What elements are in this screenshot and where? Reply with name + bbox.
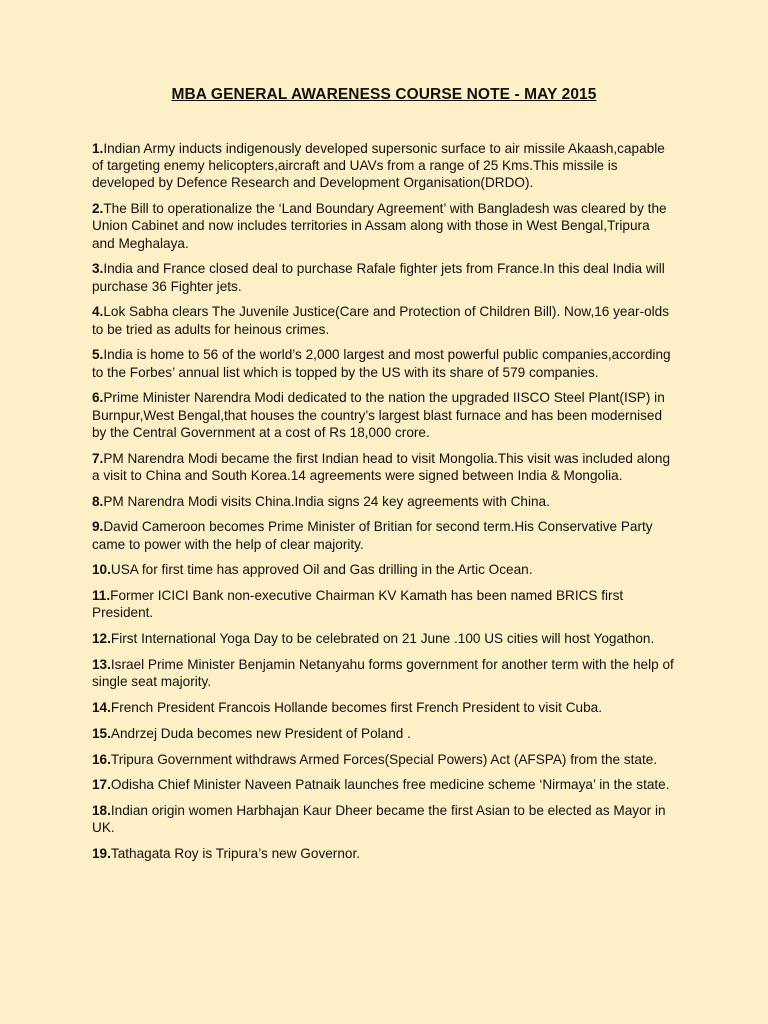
list-item: [92, 493, 676, 510]
list-item: [92, 802, 676, 836]
item-number: 12.: [92, 631, 111, 647]
list-item: [92, 725, 676, 742]
item-text: Indian origin women Harbhajan Kaur Dheer became the first Asian to be elected as Mayor in UK.: [92, 803, 666, 836]
list-item: [92, 751, 676, 768]
item-number: 17.: [92, 777, 111, 793]
list-item: [92, 140, 676, 192]
list-item: [92, 518, 676, 552]
item-number: 5.: [92, 347, 104, 363]
item-text: PM Narendra Modi visits China.India signs 24 key agreements with China.: [103, 493, 550, 509]
list-item: [92, 389, 676, 441]
item-text: India is home to 56 of the world’s 2,000 largest and most powerful public companies,according to the Forbes’ annual list which is topped by the US with its share of 579 companies.: [92, 347, 671, 380]
item-text: Former ICICI Bank non-executive Chairman KV Kamath has been named BRICS first President.: [92, 588, 624, 621]
list-item: [92, 450, 676, 484]
list-item: [92, 303, 676, 337]
list-item: [92, 630, 676, 647]
list-item: [92, 776, 676, 793]
item-text: Prime Minister Narendra Modi dedicated to the nation the upgraded IISCO Steel Plant(ISP) in Burnpur,West Bengal,that houses the country’s largest blast furnace and has been modernised by the Central Government at a cost of Rs 18,000 crore.: [92, 390, 665, 440]
item-text: Israel Prime Minister Benjamin Netanyahu forms government for another term with the help of single seat majority.: [92, 657, 674, 690]
list-item: [92, 656, 676, 690]
item-text: Lok Sabha clears The Juvenile Justice(Care and Protection of Children Bill). Now,16 year-olds to be tried as adults for heinous crimes.: [92, 304, 670, 337]
item-text: The Bill to operationalize the ‘Land Boundary Agreement’ with Bangladesh was cleared by the Union Cabinet and now includes territories in Assam along with those in West Bengal,Tripura and Meghalaya.: [92, 201, 667, 251]
item-text: Indian Army inducts indigenously developed supersonic surface to air missile Akaash,capable of targeting enemy helicopters,aircraft and UAVs from a range of 25 Kms.This missile is developed by Defence Research and Development Organisation(DRDO).: [92, 141, 665, 191]
item-number: 18.: [92, 803, 111, 819]
item-number: 15.: [92, 725, 111, 741]
list-item: [92, 200, 676, 252]
item-text: Tathagata Roy is Tripura’s new Governor.: [110, 846, 360, 862]
item-text: PM Narendra Modi became the first Indian head to visit Mongolia.This visit was included along a visit to China and South Korea.14 agreements were signed between India & Mongolia.: [92, 450, 671, 483]
item-number: 2.: [92, 201, 104, 217]
item-number: 13.: [92, 657, 111, 672]
item-number: 8.: [92, 493, 104, 509]
list-item: [92, 346, 676, 380]
item-text: Andrzej Duda becomes new President of Poland .: [110, 725, 411, 741]
item-number: 6.: [92, 390, 104, 406]
item-number: 14.: [92, 700, 111, 715]
item-text: David Cameroon becomes Prime Minister of Britian for second term.His Conservative Party came to power with the help of clear majority.: [92, 519, 653, 552]
item-text: Odisha Chief Minister Naveen Patnaik launches free medicine scheme ‘Nirmaya’ in the state.: [110, 777, 670, 793]
item-text: Tripura Government withdraws Armed Forces(Special Powers) Act (AFSPA) from the state.: [110, 751, 658, 767]
news-list: [92, 140, 676, 862]
item-text: USA for first time has approved Oil and Gas drilling in the Artic Ocean.: [110, 562, 533, 578]
item-text: French President Francois Hollande becomes first French President to visit Cuba.: [110, 700, 603, 715]
item-number: 7.: [92, 450, 104, 466]
item-text: India and France closed deal to purchase Rafale fighter jets from France.In this deal India will purchase 36 Fighter jets.: [92, 261, 665, 294]
list-item: [92, 699, 676, 716]
page-title: MBA GENERAL AWARENESS COURSE NOTE - MAY 2015: [171, 86, 597, 103]
item-text: First International Yoga Day to be celebrated on 21 June .100 US cities will host Yogathon.: [110, 631, 655, 647]
list-item: [92, 561, 676, 578]
item-number: 3.: [92, 261, 104, 277]
item-number: 1.: [92, 141, 104, 156]
item-number: 10.: [92, 562, 111, 578]
item-number: 16.: [92, 751, 111, 767]
item-number: 19.: [92, 846, 111, 862]
list-item: [92, 587, 676, 621]
item-number: 11.: [92, 588, 111, 604]
list-item: [92, 845, 676, 862]
item-number: 4.: [92, 304, 104, 320]
item-number: 9.: [92, 519, 104, 535]
list-item: [92, 260, 676, 294]
